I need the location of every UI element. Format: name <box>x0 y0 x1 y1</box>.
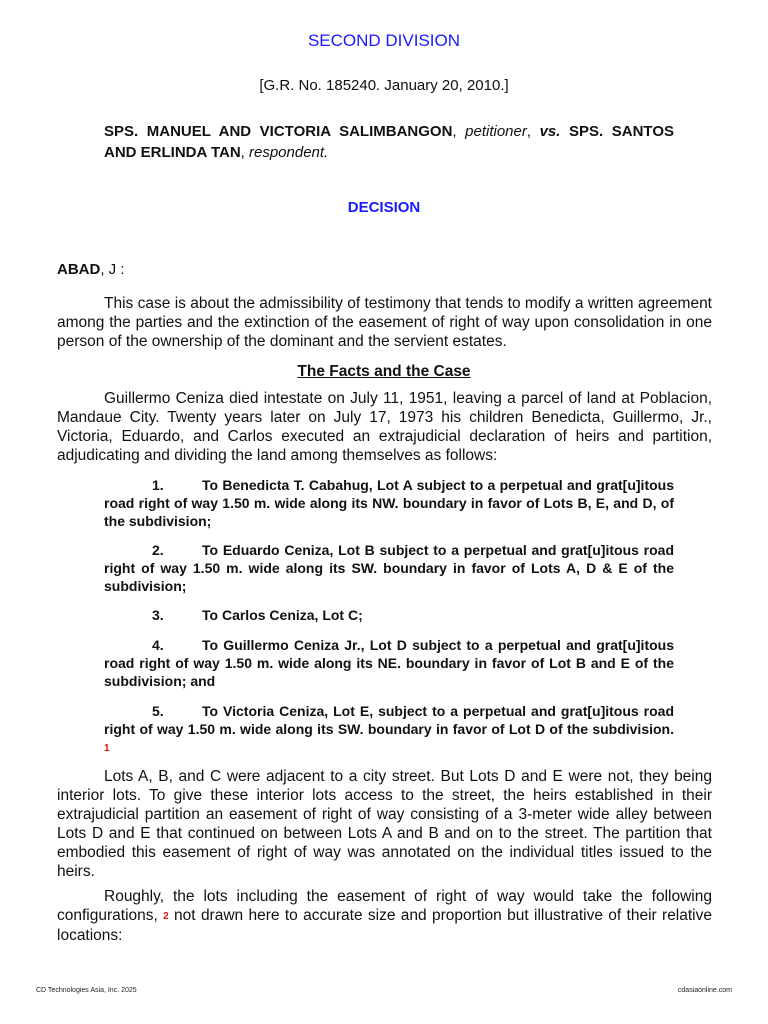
item-text: To Victoria Ceniza, Lot E, subject to a perpetual and grat[u]itous road right of way 1.50 m. wide along its SW. boundary in favor of Lot D of the subdivision. <box>104 703 674 737</box>
partition-item-2 <box>104 541 674 595</box>
partition-item-3 <box>104 606 674 624</box>
case-parties: SPS. MANUEL AND VICTORIA SALIMBANGON, petitioner, vs. SPS. SANTOS AND ERLINDA TAN, respondent. <box>104 123 674 161</box>
section-heading: The Facts and the Case <box>297 363 471 380</box>
ponente-line <box>57 261 125 278</box>
partition-item-1 <box>104 476 674 530</box>
item-number: 4. <box>152 637 164 653</box>
footnote-link-1[interactable]: 1 <box>104 743 110 754</box>
item-number: 5. <box>152 703 164 719</box>
respondents: SPS. SANTOS AND ERLINDA TAN <box>104 123 674 161</box>
petitioner-label: petitioner <box>465 123 527 140</box>
partition-item-5 <box>104 702 674 758</box>
footer-website: cdasiaonline.com <box>677 987 732 994</box>
versus-label: vs. <box>539 123 561 140</box>
case-number: [G.R. No. 185240. January 20, 2010.] <box>259 77 509 94</box>
item-text: To Guillermo Ceniza Jr., Lot D subject to a perpetual and grat[u]itous road right of way 1.50 m. wide along its NE. boundary in favor of Lot B and E of the subdivision; and <box>104 637 674 689</box>
config-text-b: not drawn here to accurate size and proportion but illustrative of their relative locations: <box>57 907 712 944</box>
item-text: To Carlos Ceniza, Lot C; <box>202 607 363 623</box>
config-paragraph <box>57 887 712 945</box>
footnote-link-2[interactable]: 2 <box>163 911 169 922</box>
item-number: 2. <box>152 542 164 558</box>
ponente-name: ABAD <box>57 261 101 278</box>
item-number: 1. <box>152 477 164 493</box>
item-text: To Eduardo Ceniza, Lot B subject to a perpetual and grat[u]itous road right of way 1.50 m. wide along its SW. boundary in favor of Lots A, D & E of the subdivision; <box>104 542 674 594</box>
ponente-suffix: , J : <box>100 261 125 278</box>
partition-item-4 <box>104 636 674 690</box>
footer-copyright: CD Technologies Asia, Inc. 2025 <box>36 987 137 994</box>
decision-title: DECISION <box>347 199 421 216</box>
lots-paragraph: Lots A, B, and C were adjacent to a city street. But Lots D and E were not, they being interior lots. To give these interior lots access to the street, the heirs established in their extrajudicial partition an easement of right of way consisting of a 3-meter wide alley between Lots D and E that continued on between Lots A and B and on to the street. The partition that embodied this easement of right of way was annotated on the individual titles issued to the heirs. <box>57 768 712 880</box>
respondent-label: respondent. <box>249 144 329 161</box>
facts-paragraph: Guillermo Ceniza died intestate on July 11, 1951, leaving a parcel of land at Poblacion, Mandaue City. Twenty years later on July 17, 1973 his children Benedicta, Guillermo, Jr., Victoria, Eduardo, and Carlos executed an extrajudicial declaration of heirs and partition, adjudicating and dividing the land among themselves as follows: <box>57 390 712 464</box>
petitioners: SPS. MANUEL AND VICTORIA SALIMBANGON <box>104 123 453 140</box>
intro-paragraph: This case is about the admissibility of testimony that tends to modify a written agreement among the parties and the extinction of the easement of right of way upon consolidation in one person of the ownership of the dominant and the servient estates. <box>57 295 712 350</box>
division-label: SECOND DIVISION <box>307 31 461 50</box>
config-text-a: Roughly, the lots including the easement of right of way would take the following configurations, <box>57 888 712 924</box>
item-text: To Benedicta T. Cabahug, Lot A subject to a perpetual and grat[u]itous road right of way 1.50 m. wide along its NW. boundary in favor of Lots B, E, and D, of the subdivision; <box>104 477 674 529</box>
item-number: 3. <box>152 607 164 623</box>
